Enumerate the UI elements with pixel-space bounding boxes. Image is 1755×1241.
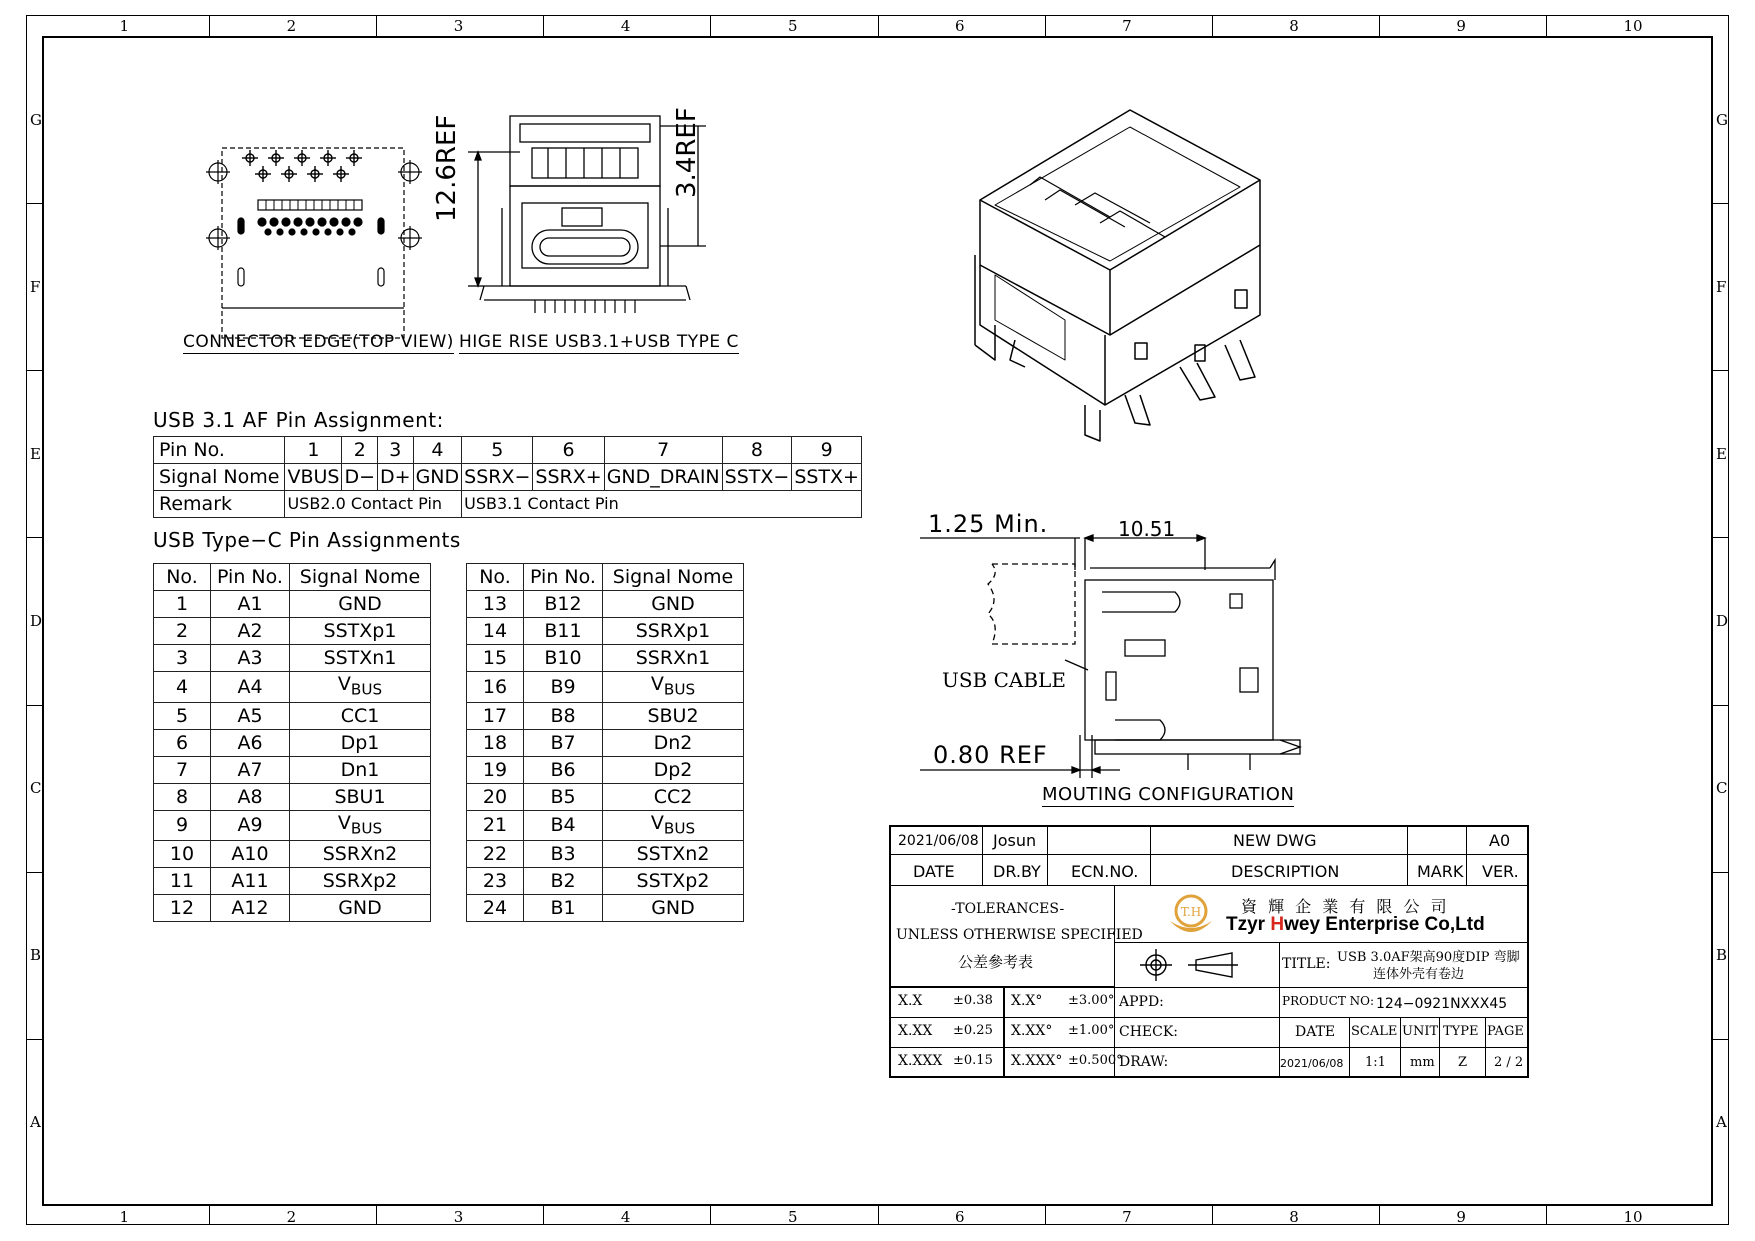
pin-number: 3: [154, 645, 211, 672]
af-remark-label: Remark: [154, 491, 285, 518]
zone-row-D-left: D: [30, 612, 43, 630]
header-mark: MARK: [1417, 862, 1464, 881]
table-row: [467, 841, 744, 868]
zone-tick: [1045, 1206, 1046, 1225]
zone-column-8-bottom: 8: [1289, 1208, 1299, 1226]
table-row: [154, 841, 431, 868]
signal-name: GND: [603, 591, 744, 618]
table-row: [467, 729, 744, 756]
af-signal-8: SSTX−: [722, 464, 792, 491]
zone-tick: [710, 1206, 711, 1225]
check-label: CHECK:: [1119, 1024, 1179, 1040]
vbus-subscript: BUS: [350, 680, 383, 699]
zone-column-1-bottom: 1: [119, 1208, 130, 1226]
table-row: [467, 756, 744, 783]
rev-date: 2021/06/08: [898, 833, 979, 849]
zone-column-6-top: 6: [955, 17, 965, 35]
zone-column-1-top: 1: [119, 17, 130, 35]
signal-name: SSTXn1: [290, 645, 431, 672]
pin-id: B7: [524, 729, 603, 756]
zone-tick: [710, 15, 711, 36]
zone-tick: [209, 15, 210, 36]
pin-id: B2: [524, 868, 603, 895]
header-ecn: ECN.NO.: [1071, 862, 1139, 881]
zone-row-C-left: C: [30, 779, 42, 798]
af-header-2: 2: [342, 437, 378, 464]
pin-number: 8: [154, 783, 211, 810]
vbus-subscript: BUS: [663, 819, 696, 838]
table-row: [467, 702, 744, 729]
af-header-9: 9: [792, 437, 862, 464]
zone-row-E-left: E: [30, 444, 41, 463]
table-row: [154, 618, 431, 645]
tolerance-cell: X.XX°: [1011, 1023, 1053, 1039]
tolerances-chinese: 公差參考表: [958, 953, 1034, 971]
table-row: [154, 729, 431, 756]
af-header-5: 5: [462, 437, 533, 464]
table-row: [467, 591, 744, 618]
typec-table-left: [153, 563, 431, 922]
zone-row-G-left: G: [30, 110, 42, 129]
signal-name: Dn1: [290, 756, 431, 783]
tolerance-cell: X.XXX°: [1011, 1053, 1063, 1069]
zone-tick: [1212, 15, 1213, 36]
signal-name: SBU2: [603, 702, 744, 729]
signal-name: $V_{BUS}$: [603, 672, 744, 703]
pin-number: 24: [467, 895, 524, 922]
tolerance-cell: ±3.00°: [1068, 993, 1115, 1008]
zone-tick: [1713, 705, 1729, 706]
zone-column-3-bottom: 3: [453, 1208, 464, 1226]
pin-id: A5: [211, 702, 290, 729]
zone-tick: [1713, 1039, 1729, 1040]
zone-column-5-bottom: 5: [787, 1208, 798, 1226]
footer-unit-value: mm: [1410, 1055, 1435, 1070]
zone-tick: [26, 537, 42, 538]
zone-tick: [26, 705, 42, 706]
dimension-1-25-min: 1.25 Min.: [928, 510, 1049, 538]
footer-date-value: 2021/06/08: [1280, 1057, 1344, 1070]
signal-name: GND: [603, 895, 744, 922]
pin-id: A3: [211, 645, 290, 672]
zone-column-3-top: 3: [453, 17, 464, 35]
tolerance-cell: ±0.500°: [1068, 1053, 1123, 1068]
table-row: [154, 895, 431, 922]
typec-left-h-pin: Pin No.: [211, 564, 290, 591]
header-date: DATE: [913, 862, 955, 881]
pin-id: A9: [211, 810, 290, 841]
signal-name: SSTXp1: [290, 618, 431, 645]
af-remark-usb3: USB3.1 Contact Pin: [462, 491, 862, 518]
zone-tick: [376, 1206, 377, 1225]
pin-id: B5: [524, 783, 603, 810]
dimension-0-80-ref: 0.80 REF: [933, 741, 1048, 769]
footer-page-value: 2 / 2: [1494, 1055, 1524, 1070]
zone-row-E-right: E: [1716, 444, 1727, 463]
pin-id: B9: [524, 672, 603, 703]
title-label: TITLE:: [1282, 956, 1331, 972]
pin-id: A12: [211, 895, 290, 922]
typec-left-h-signal: Signal Nome: [290, 564, 431, 591]
pin-number: 18: [467, 729, 524, 756]
tolerance-cell: ±0.15: [953, 1053, 993, 1068]
pin-id: A6: [211, 729, 290, 756]
tolerances-subtitle: UNLESS OTHERWISE SPECIFIED: [896, 927, 1143, 943]
footer-page-label: PAGE: [1487, 1024, 1524, 1039]
signal-name: CC1: [290, 702, 431, 729]
signal-name: SSRXp2: [290, 868, 431, 895]
af-remark-row: [154, 491, 862, 518]
vbus-subscript: BUS: [663, 680, 696, 699]
pin-number: 14: [467, 618, 524, 645]
signal-name: SSRXn1: [603, 645, 744, 672]
zone-row-F-left: F: [30, 277, 41, 296]
pin-number: 16: [467, 672, 524, 703]
pin-number: 7: [154, 756, 211, 783]
pin-number: 9: [154, 810, 211, 841]
table-row: [154, 756, 431, 783]
table-row: [154, 672, 431, 703]
dimension-3-4-ref: 3.4REF: [672, 107, 702, 198]
zone-tick: [878, 15, 879, 36]
dimension-10-51: 10.51: [1118, 517, 1176, 541]
header-ver: VER.: [1482, 862, 1519, 881]
zone-column-2-top: 2: [286, 17, 297, 35]
signal-name: $V_{BUS}$: [290, 672, 431, 703]
pin-id: A7: [211, 756, 290, 783]
tolerance-cell: ±0.38: [953, 993, 993, 1008]
zone-column-8-top: 8: [1289, 17, 1299, 35]
footer-scale-value: 1:1: [1365, 1055, 1386, 1070]
pin-number: 10: [154, 841, 211, 868]
zone-column-7-bottom: 7: [1122, 1208, 1132, 1226]
af-header-row: [154, 437, 862, 464]
pin-number: 2: [154, 618, 211, 645]
signal-name: SSTXn2: [603, 841, 744, 868]
signal-name: SSTXp2: [603, 868, 744, 895]
pin-id: A8: [211, 783, 290, 810]
af-header-1: 1: [285, 437, 342, 464]
pin-id: B1: [524, 895, 603, 922]
signal-name: $V_{BUS}$: [290, 810, 431, 841]
title-line-1: USB 3.0AF架高90度DIP 弯脚: [1337, 950, 1520, 965]
signal-name: SSRXn2: [290, 841, 431, 868]
zone-tick: [543, 1206, 544, 1225]
zone-tick: [543, 15, 544, 36]
af-header-label: Pin No.: [154, 437, 285, 464]
af-signal-4: GND: [413, 464, 462, 491]
zone-row-A-left: A: [30, 1113, 41, 1132]
signal-name: GND: [290, 591, 431, 618]
zone-tick: [1713, 872, 1729, 873]
zone-tick: [1713, 537, 1729, 538]
zone-row-G-right: G: [1716, 110, 1728, 129]
af-header-7: 7: [604, 437, 722, 464]
zone-column-9-bottom: 9: [1456, 1208, 1466, 1226]
signal-name: CC2: [603, 783, 744, 810]
pin-number: 13: [467, 591, 524, 618]
zone-tick: [26, 1039, 42, 1040]
connector-top-view-drawing: [200, 128, 430, 358]
table-row: [467, 783, 744, 810]
approved-label: APPD:: [1119, 994, 1164, 1010]
typec-right-h-no: No.: [467, 564, 524, 591]
table-row: [467, 895, 744, 922]
table-row: [154, 645, 431, 672]
typec-right-h-pin: Pin No.: [524, 564, 603, 591]
pin-number: 12: [154, 895, 211, 922]
signal-name: SBU1: [290, 783, 431, 810]
zone-tick: [878, 1206, 879, 1225]
pin-number: 21: [467, 810, 524, 841]
zone-tick: [1713, 370, 1729, 371]
zone-tick: [376, 15, 377, 36]
mounting-configuration-label: MOUTING CONFIGURATION: [1042, 784, 1295, 805]
header-drby: DR.BY: [993, 862, 1041, 881]
zone-column-5-top: 5: [787, 17, 798, 35]
rev-drawn-by: Josun: [993, 831, 1037, 850]
footer-type-label: TYPE: [1443, 1024, 1479, 1039]
top-view-label: CONNECTOR EDGE(TOP VIEW): [183, 332, 454, 352]
tolerance-cell: X.XX: [898, 1023, 933, 1039]
zone-column-2-bottom: 2: [286, 1208, 297, 1226]
tolerance-cell: ±1.00°: [1068, 1023, 1115, 1038]
company-logo: [1166, 891, 1216, 939]
zone-tick: [1045, 15, 1046, 36]
rev-description: NEW DWG: [1233, 831, 1317, 850]
signal-name: SSRXp1: [603, 618, 744, 645]
zone-row-B-right: B: [1716, 946, 1728, 965]
af-pin-table: [153, 436, 862, 518]
product-no-label: PRODUCT NO:: [1282, 994, 1375, 1008]
connector-isometric-drawing: [935, 105, 1275, 450]
zone-row-D-right: D: [1716, 612, 1729, 630]
table-row: [467, 868, 744, 895]
zone-column-9-top: 9: [1456, 17, 1466, 35]
af-header-8: 8: [722, 437, 792, 464]
pin-id: A11: [211, 868, 290, 895]
company-name-part2: wey Enterprise Co,Ltd: [1284, 914, 1485, 935]
table-row: [154, 868, 431, 895]
zone-row-A-right: A: [1716, 1113, 1727, 1132]
pin-id: B6: [524, 756, 603, 783]
footer-unit-label: UNIT: [1402, 1024, 1439, 1039]
company-english-name: [1226, 914, 1485, 936]
company-name-h: H: [1270, 914, 1285, 935]
table-row: [154, 591, 431, 618]
pin-id: B4: [524, 810, 603, 841]
zone-tick: [1713, 203, 1729, 204]
zone-tick: [26, 872, 42, 873]
af-signal-9: SSTX+: [792, 464, 862, 491]
typec-left-header: [154, 564, 431, 591]
signal-name: Dp2: [603, 756, 744, 783]
af-signal-3: D+: [378, 464, 414, 491]
af-signal-7: GND_DRAIN: [604, 464, 722, 491]
usb-cable-label: USB CABLE: [942, 668, 1066, 692]
pin-number: 15: [467, 645, 524, 672]
zone-tick: [26, 370, 42, 371]
af-header-6: 6: [533, 437, 604, 464]
af-table-title: USB 3.1 AF Pin Assignment:: [153, 408, 444, 432]
table-row: [154, 810, 431, 841]
signal-name: GND: [290, 895, 431, 922]
af-signal-row: [154, 464, 862, 491]
tolerance-cell: X.XXX: [898, 1053, 943, 1069]
tolerances-title: -TOLERANCES-: [951, 901, 1065, 917]
pin-id: B8: [524, 702, 603, 729]
zone-column-4-bottom: 4: [620, 1208, 631, 1226]
table-row: [154, 702, 431, 729]
zone-column-10-bottom: 10: [1623, 1208, 1643, 1226]
pin-number: 11: [154, 868, 211, 895]
tolerance-cell: X.X: [898, 993, 923, 1009]
pin-id: A4: [211, 672, 290, 703]
product-no: 124−0921NXXX45: [1376, 996, 1508, 1012]
pin-number: 22: [467, 841, 524, 868]
pin-id: A10: [211, 841, 290, 868]
pin-number: 20: [467, 783, 524, 810]
logo-text: T.H: [1180, 905, 1202, 919]
af-signal-2: D−: [342, 464, 378, 491]
af-signal-1: VBUS: [285, 464, 342, 491]
pin-number: 6: [154, 729, 211, 756]
pin-id: B11: [524, 618, 603, 645]
zone-column-6-bottom: 6: [955, 1208, 965, 1226]
typec-left-h-no: No.: [154, 564, 211, 591]
rev-version: A0: [1489, 831, 1511, 850]
af-header-4: 4: [413, 437, 462, 464]
pin-number: 4: [154, 672, 211, 703]
company-name-part1: Tzyr: [1226, 914, 1271, 935]
af-signal-6: SSRX+: [533, 464, 604, 491]
footer-type-value: Z: [1458, 1055, 1468, 1070]
pin-number: 17: [467, 702, 524, 729]
zone-tick: [1379, 1206, 1380, 1225]
zone-tick: [1212, 1206, 1213, 1225]
zone-tick: [1379, 15, 1380, 36]
header-description: DESCRIPTION: [1231, 862, 1340, 881]
zone-tick: [26, 203, 42, 204]
table-row: [467, 672, 744, 703]
zone-tick: [209, 1206, 210, 1225]
table-row: [467, 810, 744, 841]
vbus-subscript: BUS: [350, 819, 383, 838]
front-view-label: HIGE RISE USB3.1+USB TYPE C: [459, 332, 739, 352]
table-row: [467, 618, 744, 645]
tolerance-cell: X.X°: [1011, 993, 1043, 1009]
table-row: [154, 783, 431, 810]
pin-number: 23: [467, 868, 524, 895]
zone-tick: [1546, 1206, 1547, 1225]
pin-number: 19: [467, 756, 524, 783]
pin-id: B10: [524, 645, 603, 672]
title-line-2: 连体外壳有卷边: [1373, 967, 1465, 982]
af-remark-usb2: USB2.0 Contact Pin: [285, 491, 462, 518]
pin-id: A1: [211, 591, 290, 618]
draw-label: DRAW:: [1119, 1054, 1169, 1070]
pin-number: 1: [154, 591, 211, 618]
zone-column-7-top: 7: [1122, 17, 1132, 35]
typec-table-title: USB Type−C Pin Assignments: [153, 528, 461, 552]
signal-name: $V_{BUS}$: [603, 810, 744, 841]
typec-table-right: [466, 563, 744, 922]
pin-id: B3: [524, 841, 603, 868]
af-header-3: 3: [378, 437, 414, 464]
footer-scale-label: SCALE: [1351, 1024, 1398, 1039]
pin-number: 5: [154, 702, 211, 729]
footer-date-label: DATE: [1295, 1024, 1336, 1040]
pin-id: B12: [524, 591, 603, 618]
pin-id: A2: [211, 618, 290, 645]
zone-column-10-top: 10: [1623, 17, 1643, 35]
projection-symbol-icon: [1136, 948, 1246, 982]
zone-column-4-top: 4: [620, 17, 631, 35]
typec-right-h-signal: Signal Nome: [603, 564, 744, 591]
tolerance-cell: ±0.25: [953, 1023, 993, 1038]
table-row: [467, 645, 744, 672]
signal-name: Dp1: [290, 729, 431, 756]
dimension-12-6-ref: 12.6REF: [432, 114, 462, 222]
signal-name: Dn2: [603, 729, 744, 756]
af-signal-label: Signal Nome: [154, 464, 285, 491]
af-signal-5: SSRX−: [462, 464, 533, 491]
typec-right-header: [467, 564, 744, 591]
zone-row-B-left: B: [30, 946, 42, 965]
zone-row-F-right: F: [1716, 277, 1727, 296]
zone-tick: [1546, 15, 1547, 36]
company-chinese-name: 資 輝 企 業 有 限 公 司: [1241, 897, 1450, 916]
zone-row-C-right: C: [1716, 779, 1728, 798]
